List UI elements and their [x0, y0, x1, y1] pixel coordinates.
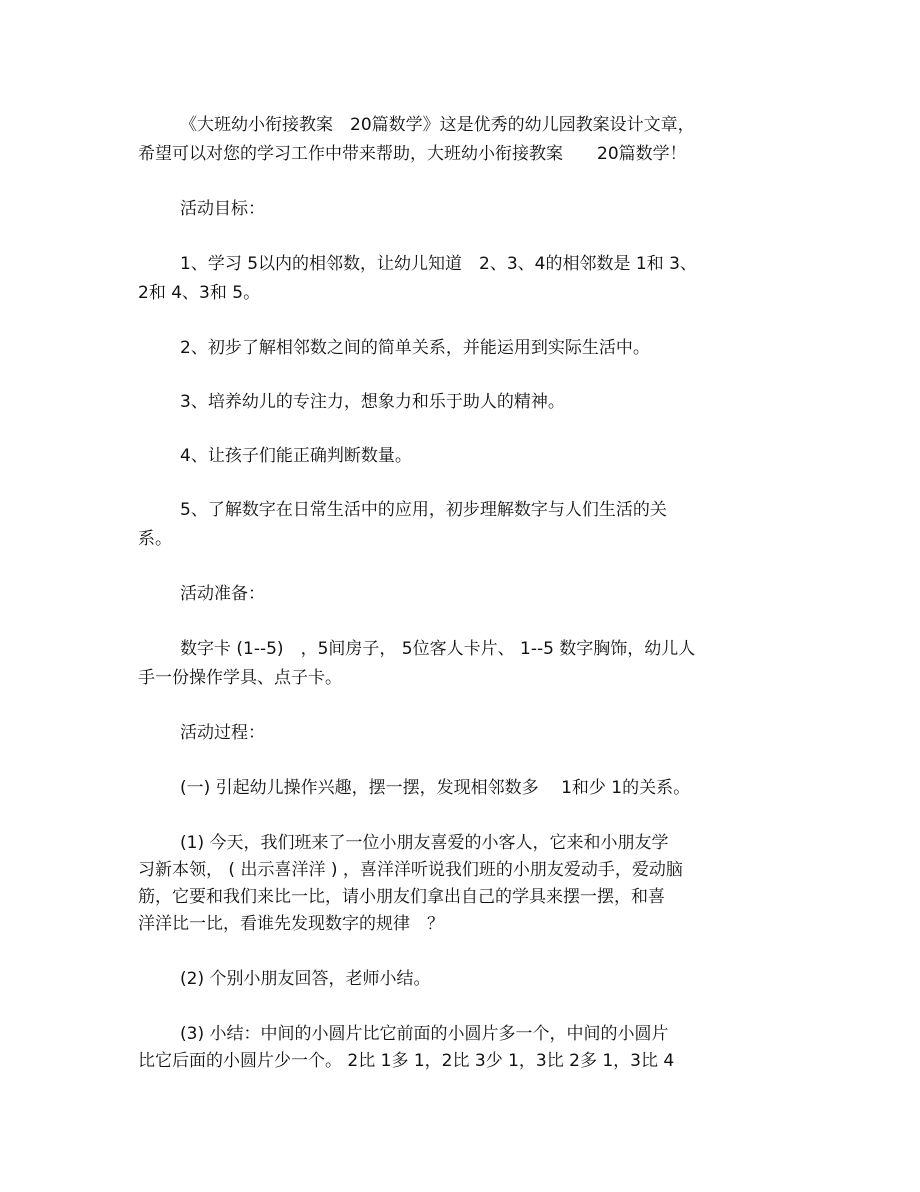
- para-3-line-1: (3) 小结：中间的小圆片比它前面的小圆片多一个，中间的小圆片: [180, 1024, 669, 1044]
- para-1-line-3: 筋，它要和我们来比一比，请小朋友们拿出自己的学具来摆一摆，和喜: [138, 887, 665, 907]
- goal-2: 2、初步了解相邻数之间的简单关系，并能运用到实际生活中。: [180, 338, 650, 358]
- goal-1-line-2: 2和 4、3和 5。: [138, 283, 261, 303]
- step-1: (一) 引起幼儿操作兴趣，摆一摆，发现相邻数多 1和少 1的关系。: [180, 778, 691, 798]
- para-1-line-4: 洋洋比一比，看谁先发现数字的规律 ？: [138, 914, 444, 934]
- prep-line-1: 数字卡 (1--5) ，5间房子， 5位客人卡片、 1--5 数字胸饰，幼儿人: [180, 639, 696, 659]
- goal-5-line-1: 5、了解数字在日常生活中的应用，初步理解数字与人们生活的关: [180, 500, 667, 520]
- goal-heading: 活动目标：: [180, 199, 265, 219]
- prep-line-2: 手一份操作学具、点子卡。: [138, 668, 342, 688]
- para-1-line-2: 习新本领， ( 出示喜洋洋 ) ，喜洋洋听说我们班的小朋友爱动手，爱动脑: [138, 860, 683, 880]
- goal-4: 4、让孩子们能正确判断数量。: [180, 446, 412, 466]
- para-3-line-2: 比它后面的小圆片少一个。 2比 1多 1，2比 3少 1，3比 2多 1，3比 4: [138, 1051, 675, 1071]
- prep-heading: 活动准备：: [180, 584, 265, 604]
- goal-5-line-2: 系。: [138, 529, 172, 549]
- goal-3: 3、培养幼儿的专注力，想象力和乐于助人的精神。: [180, 392, 565, 412]
- intro-line-1: 《大班幼小衔接教案 20篇数学》这是优秀的幼儿园教案设计文章，: [180, 115, 695, 135]
- intro-line-2: 希望可以对您的学习工作中带来帮助，大班幼小衔接教案 20篇数学！: [138, 144, 687, 164]
- process-heading: 活动过程：: [180, 723, 265, 743]
- para-1-line-1: (1) 今天，我们班来了一位小朋友喜爱的小客人，它来和小朋友学: [180, 833, 669, 853]
- para-2: (2) 个别小朋友回答，老师小结。: [180, 969, 431, 989]
- goal-1-line-1: 1、学习 5以内的相邻数，让幼儿知道 2、3、4的相邻数是 1和 3、: [180, 254, 697, 274]
